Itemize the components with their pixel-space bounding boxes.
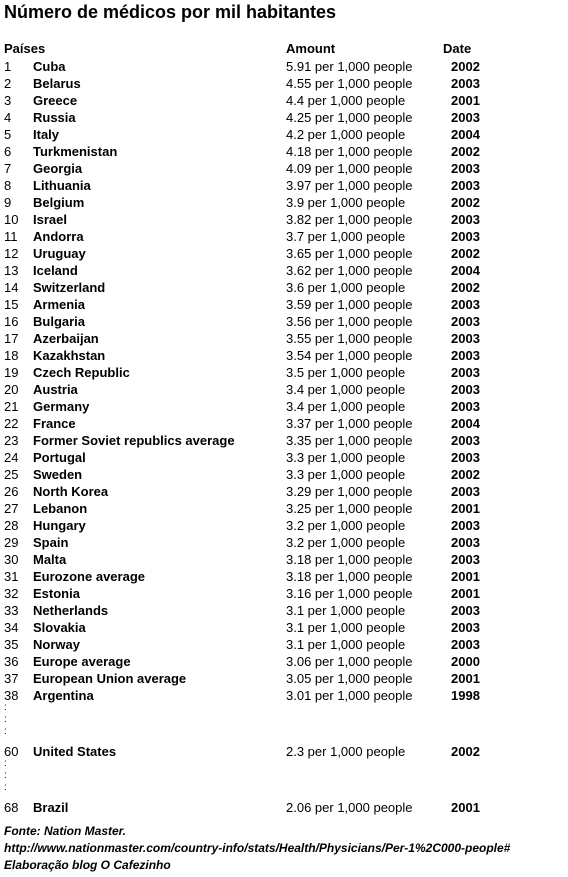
date-cell: 2003	[451, 365, 480, 380]
table-row	[0, 483, 568, 500]
rank-cell: 29	[4, 535, 19, 550]
amount-cell: 4.09 per 1,000 people	[286, 161, 413, 176]
date-cell: 2003	[451, 331, 480, 346]
table-row	[0, 534, 568, 551]
ellipsis-mark: :	[4, 758, 7, 769]
table-row	[0, 500, 568, 517]
table-row	[0, 670, 568, 687]
country-cell: Lebanon	[33, 501, 88, 516]
table-row	[0, 330, 568, 347]
rank-cell: 35	[4, 637, 19, 652]
amount-cell: 3.54 per 1,000 people	[286, 348, 413, 363]
amount-cell: 3.18 per 1,000 people	[286, 552, 413, 567]
date-cell: 2003	[451, 552, 480, 567]
rank-cell: 37	[4, 671, 19, 686]
amount-cell: 3.2 per 1,000 people	[286, 518, 406, 533]
rank-cell: 25	[4, 467, 19, 482]
date-cell: 2002	[451, 144, 480, 159]
column-header-amount: Amount	[286, 41, 336, 56]
table-row	[0, 687, 568, 704]
country-cell: North Korea	[33, 484, 109, 499]
ellipsis-row	[0, 760, 568, 799]
rank-cell: 31	[4, 569, 19, 584]
amount-cell: 3.25 per 1,000 people	[286, 501, 413, 516]
date-cell: 1998	[451, 688, 480, 703]
table-row	[0, 517, 568, 534]
date-cell: 2003	[451, 229, 480, 244]
date-cell: 2002	[451, 59, 480, 74]
table-row	[0, 194, 568, 211]
ellipsis-mark: :	[4, 782, 7, 793]
date-cell: 2003	[451, 433, 480, 448]
country-cell: Cuba	[33, 59, 66, 74]
table-row	[0, 58, 568, 75]
table-row	[0, 568, 568, 585]
amount-cell: 3.59 per 1,000 people	[286, 297, 413, 312]
rank-cell: 38	[4, 688, 19, 703]
country-cell: Czech Republic	[33, 365, 130, 380]
date-cell: 2003	[451, 348, 480, 363]
rank-cell: 13	[4, 263, 19, 278]
country-cell: Armenia	[33, 297, 86, 312]
amount-cell: 3.2 per 1,000 people	[286, 535, 406, 550]
amount-cell: 3.6 per 1,000 people	[286, 280, 406, 295]
table-row	[0, 585, 568, 602]
date-cell: 2004	[451, 127, 480, 142]
amount-cell: 3.37 per 1,000 people	[286, 416, 413, 431]
table-row	[0, 92, 568, 109]
date-cell: 2003	[451, 450, 480, 465]
date-cell: 2003	[451, 76, 480, 91]
country-cell: Azerbaijan	[33, 331, 99, 346]
date-cell: 2003	[451, 161, 480, 176]
country-cell: Former Soviet republics average	[33, 433, 235, 448]
date-cell: 2002	[451, 246, 480, 261]
rank-cell: 30	[4, 552, 19, 567]
country-cell: Netherlands	[33, 603, 109, 618]
country-cell: Switzerland	[33, 280, 106, 295]
date-cell: 2001	[451, 93, 480, 108]
table-row	[0, 799, 568, 816]
column-header-country: Países	[4, 41, 46, 56]
table-row	[0, 75, 568, 92]
date-cell: 2003	[451, 620, 480, 635]
physicians-table	[0, 58, 568, 816]
date-cell: 2003	[451, 518, 480, 533]
rank-cell: 33	[4, 603, 19, 618]
amount-cell: 3.1 per 1,000 people	[286, 637, 406, 652]
table-row	[0, 449, 568, 466]
amount-cell: 3.56 per 1,000 people	[286, 314, 413, 329]
table-row	[0, 109, 568, 126]
country-cell: Slovakia	[33, 620, 86, 635]
rank-cell: 12	[4, 246, 19, 261]
amount-cell: 4.2 per 1,000 people	[286, 127, 406, 142]
table-row	[0, 228, 568, 245]
ellipsis-mark: :	[4, 770, 7, 781]
country-cell: Spain	[33, 535, 69, 550]
table-row	[0, 636, 568, 653]
rank-cell: 20	[4, 382, 19, 397]
rank-cell: 24	[4, 450, 19, 465]
rank-cell: 18	[4, 348, 19, 363]
amount-cell: 3.29 per 1,000 people	[286, 484, 413, 499]
table-row	[0, 602, 568, 619]
amount-cell: 5.91 per 1,000 people	[286, 59, 413, 74]
date-cell: 2003	[451, 603, 480, 618]
date-cell: 2003	[451, 212, 480, 227]
ellipsis-mark: :	[4, 714, 7, 725]
rank-cell: 19	[4, 365, 19, 380]
date-cell: 2003	[451, 484, 480, 499]
country-cell: Hungary	[33, 518, 86, 533]
amount-cell: 3.7 per 1,000 people	[286, 229, 406, 244]
country-cell: Israel	[33, 212, 67, 227]
country-cell: Estonia	[33, 586, 80, 601]
table-row	[0, 364, 568, 381]
ellipsis-row	[0, 704, 568, 743]
country-cell: France	[33, 416, 76, 431]
country-cell: Austria	[33, 382, 78, 397]
date-cell: 2002	[451, 467, 480, 482]
country-cell: United States	[33, 744, 117, 759]
footer	[4, 823, 510, 874]
rank-cell: 10	[4, 212, 19, 227]
table-row	[0, 415, 568, 432]
table-row	[0, 262, 568, 279]
table-row	[0, 398, 568, 415]
table-row	[0, 245, 568, 262]
rank-cell: 16	[4, 314, 19, 329]
country-cell: Malta	[33, 552, 67, 567]
rank-cell: 68	[4, 800, 19, 815]
date-cell: 2001	[451, 586, 480, 601]
amount-cell: 4.18 per 1,000 people	[286, 144, 413, 159]
table-row	[0, 143, 568, 160]
country-cell: Andorra	[33, 229, 84, 244]
credit-note: Elaboração blog O Cafezinho	[4, 858, 171, 872]
country-cell: Kazakhstan	[33, 348, 106, 363]
country-cell: Russia	[33, 110, 76, 125]
rank-cell: 27	[4, 501, 19, 516]
amount-cell: 2.3 per 1,000 people	[286, 744, 406, 759]
date-cell: 2003	[451, 637, 480, 652]
amount-cell: 4.4 per 1,000 people	[286, 93, 406, 108]
rank-cell: 5	[4, 127, 12, 142]
country-cell: Turkmenistan	[33, 144, 118, 159]
rank-cell: 28	[4, 518, 19, 533]
country-cell: Eurozone average	[33, 569, 145, 584]
date-cell: 2002	[451, 195, 480, 210]
amount-cell: 3.05 per 1,000 people	[286, 671, 413, 686]
table-row	[0, 126, 568, 143]
rank-cell: 3	[4, 93, 12, 108]
country-cell: Belgium	[33, 195, 85, 210]
rank-cell: 1	[4, 59, 12, 74]
rank-cell: 2	[4, 76, 12, 91]
rank-cell: 36	[4, 654, 19, 669]
country-cell: Argentina	[33, 688, 94, 703]
ellipsis-mark: :	[4, 726, 7, 737]
amount-cell: 3.06 per 1,000 people	[286, 654, 413, 669]
country-cell: Bulgaria	[33, 314, 86, 329]
rank-cell: 6	[4, 144, 12, 159]
amount-cell: 3.18 per 1,000 people	[286, 569, 413, 584]
date-cell: 2003	[451, 382, 480, 397]
amount-cell: 3.82 per 1,000 people	[286, 212, 413, 227]
rank-cell: 9	[4, 195, 12, 210]
rank-cell: 11	[4, 229, 18, 244]
amount-cell: 3.65 per 1,000 people	[286, 246, 413, 261]
amount-cell: 4.55 per 1,000 people	[286, 76, 413, 91]
rank-cell: 26	[4, 484, 19, 499]
table-row	[0, 381, 568, 398]
country-cell: Norway	[33, 637, 80, 652]
country-cell: Germany	[33, 399, 90, 414]
rank-cell: 17	[4, 331, 19, 346]
table-row	[0, 743, 568, 760]
country-cell: Sweden	[33, 467, 83, 482]
column-header-date: Date	[443, 41, 472, 56]
rank-cell: 14	[4, 280, 19, 295]
country-cell: Europe average	[33, 654, 131, 669]
page-title: Número de médicos por mil habitantes	[4, 2, 337, 22]
amount-cell: 3.16 per 1,000 people	[286, 586, 413, 601]
date-cell: 2004	[451, 263, 480, 278]
amount-cell: 3.4 per 1,000 people	[286, 382, 406, 397]
date-cell: 2003	[451, 110, 480, 125]
country-cell: Georgia	[33, 161, 83, 176]
rank-cell: 60	[4, 744, 19, 759]
amount-cell: 3.9 per 1,000 people	[286, 195, 406, 210]
table-row	[0, 279, 568, 296]
rank-cell: 34	[4, 620, 19, 635]
date-cell: 2000	[451, 654, 480, 669]
rank-cell: 15	[4, 297, 19, 312]
table-row	[0, 313, 568, 330]
table-row	[0, 466, 568, 483]
date-cell: 2002	[451, 280, 480, 295]
rank-cell: 32	[4, 586, 19, 601]
date-cell: 2004	[451, 416, 480, 431]
source-url[interactable]: http://www.nationmaster.com/country-info/stats/Health/Physicians/Per-1%2C000-people#	[4, 841, 511, 855]
rank-cell: 23	[4, 433, 19, 448]
source-note: Fonte: Nation Master.	[4, 824, 127, 838]
table-row	[0, 177, 568, 194]
date-cell: 2002	[451, 744, 480, 759]
table-row	[0, 653, 568, 670]
table-row	[0, 211, 568, 228]
rank-cell: 4	[4, 110, 12, 125]
amount-cell: 3.97 per 1,000 people	[286, 178, 413, 193]
date-cell: 2003	[451, 399, 480, 414]
amount-cell: 3.5 per 1,000 people	[286, 365, 406, 380]
amount-cell: 3.1 per 1,000 people	[286, 603, 406, 618]
date-cell: 2001	[451, 800, 480, 815]
amount-cell: 3.55 per 1,000 people	[286, 331, 413, 346]
country-cell: Belarus	[33, 76, 81, 91]
country-cell: Brazil	[33, 800, 69, 815]
amount-cell: 3.35 per 1,000 people	[286, 433, 413, 448]
ellipsis-mark: :	[4, 702, 7, 713]
table-row	[0, 619, 568, 636]
table-row	[0, 160, 568, 177]
table-row	[0, 551, 568, 568]
date-cell: 2001	[451, 569, 480, 584]
country-cell: Iceland	[33, 263, 78, 278]
amount-cell: 3.01 per 1,000 people	[286, 688, 413, 703]
amount-cell: 3.3 per 1,000 people	[286, 467, 406, 482]
rank-cell: 21	[4, 399, 19, 414]
table-row	[0, 432, 568, 449]
amount-cell: 3.3 per 1,000 people	[286, 450, 406, 465]
amount-cell: 2.06 per 1,000 people	[286, 800, 413, 815]
rank-cell: 7	[4, 161, 12, 176]
table-row	[0, 296, 568, 313]
country-cell: European Union average	[33, 671, 187, 686]
date-cell: 2003	[451, 178, 480, 193]
country-cell: Italy	[33, 127, 60, 142]
amount-cell: 3.1 per 1,000 people	[286, 620, 406, 635]
date-cell: 2003	[451, 535, 480, 550]
country-cell: Greece	[33, 93, 78, 108]
date-cell: 2001	[451, 501, 480, 516]
table-row	[0, 347, 568, 364]
amount-cell: 4.25 per 1,000 people	[286, 110, 413, 125]
amount-cell: 3.62 per 1,000 people	[286, 263, 413, 278]
country-cell: Lithuania	[33, 178, 91, 193]
date-cell: 2001	[451, 671, 480, 686]
date-cell: 2003	[451, 314, 480, 329]
rank-cell: 22	[4, 416, 19, 431]
country-cell: Portugal	[33, 450, 86, 465]
rank-cell: 8	[4, 178, 12, 193]
amount-cell: 3.4 per 1,000 people	[286, 399, 406, 414]
country-cell: Uruguay	[33, 246, 86, 261]
date-cell: 2003	[451, 297, 480, 312]
